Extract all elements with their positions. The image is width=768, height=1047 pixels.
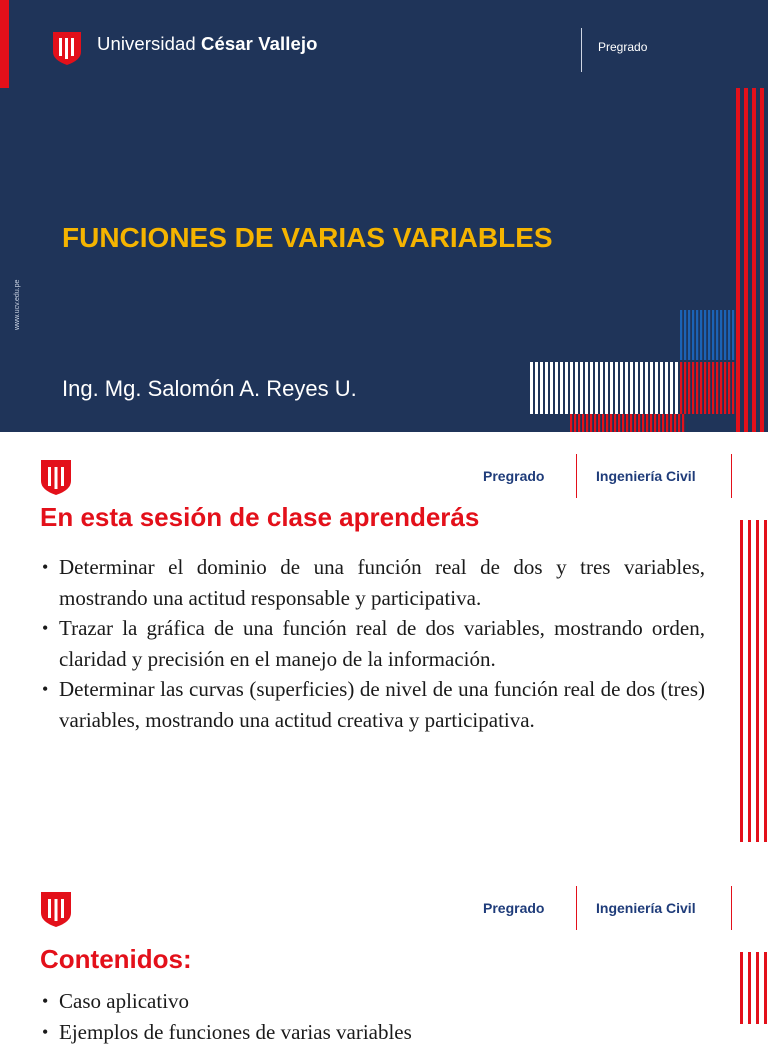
list-item (40, 552, 705, 613)
header-career: Ingeniería Civil (596, 900, 696, 916)
decorative-red-bars (740, 952, 768, 1024)
contents-list (40, 986, 705, 1047)
list-item (40, 1017, 705, 1047)
list-item-text: Caso aplicativo (59, 989, 189, 1013)
list-item-text: Ejemplos de funciones de varias variables (59, 1020, 412, 1044)
contents-slide (0, 864, 768, 1024)
header-program: Pregrado (483, 900, 544, 916)
list-item (40, 674, 705, 735)
list-item (40, 613, 705, 674)
bullet-icon: • (42, 674, 48, 705)
decorative-stripes (0, 0, 768, 432)
section-heading: En esta sesión de clase aprenderás (40, 502, 479, 533)
bullet-icon: • (42, 552, 48, 583)
ucv-shield-logo-icon (40, 890, 72, 928)
bullet-icon: • (42, 1017, 48, 1047)
section-heading: Contenidos: (40, 944, 192, 975)
list-item-text: Trazar la gráfica de una función real de dos variables, mostrando orden, claridad y precisión en el manejo de la información. (59, 616, 705, 671)
university-name-light: Universidad (97, 33, 201, 54)
header-program: Pregrado (483, 468, 544, 484)
header-divider (576, 454, 577, 498)
list-item-text: Determinar el dominio de una función real de dos y tres variables, mostrando una actitud responsable y participativa. (59, 555, 705, 610)
objectives-slide (0, 432, 768, 842)
presentation-author: Ing. Mg. Salomón A. Reyes U. (62, 376, 357, 402)
university-name-bold: César Vallejo (201, 33, 317, 54)
presentation-title: FUNCIONES DE VARIAS VARIABLES (62, 222, 553, 254)
bullet-icon: • (42, 986, 48, 1017)
header-divider (731, 886, 732, 930)
header-divider (731, 454, 732, 498)
header-divider (576, 886, 577, 930)
bullet-icon: • (42, 613, 48, 644)
header-career: Ingeniería Civil (596, 468, 696, 484)
cover-slide (0, 0, 768, 432)
website-url: www.ucv.edu.pe (14, 280, 21, 330)
program-label: Pregrado (598, 40, 647, 54)
objectives-list (40, 552, 705, 735)
list-item-text: Determinar las curvas (superficies) de nivel de una función real de dos (tres) variables, mostrando una actitud creativa y participativa. (59, 677, 705, 732)
decorative-red-bars (740, 520, 768, 842)
ucv-shield-logo-icon (40, 458, 72, 496)
list-item (40, 986, 705, 1017)
